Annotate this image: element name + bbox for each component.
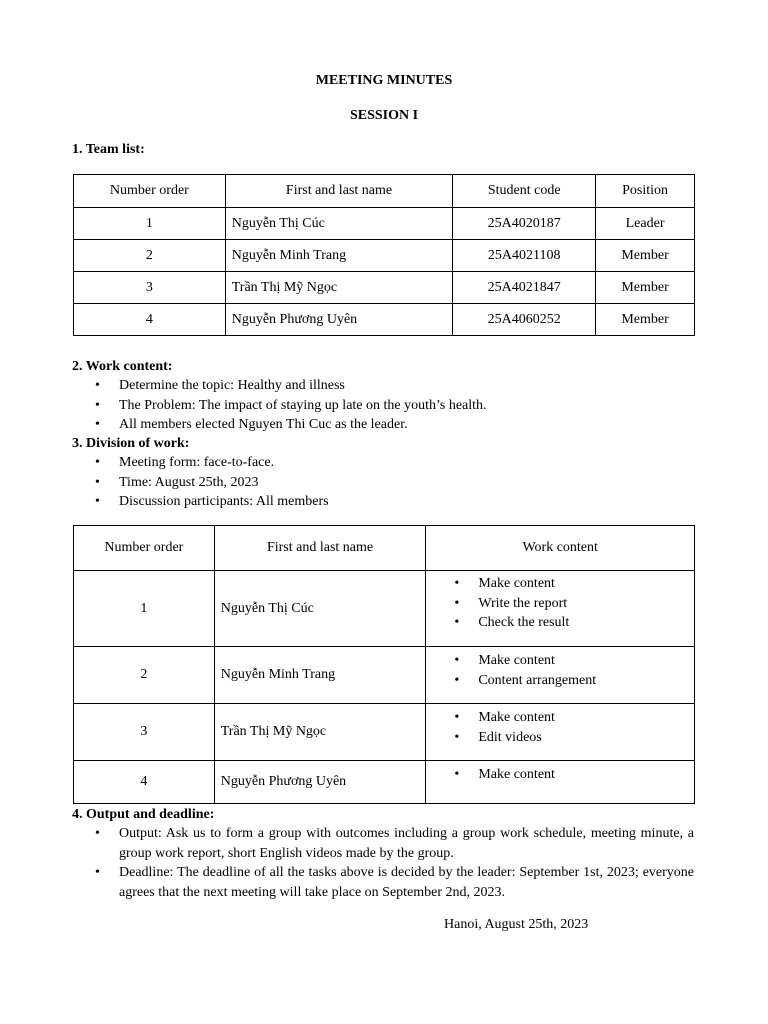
list-item: • Time: August 25th, 2023: [72, 473, 696, 493]
column-header: Number order: [74, 175, 226, 208]
number-cell: 4: [74, 304, 226, 336]
list-item: • Discussion participants: All members: [72, 492, 696, 512]
team-list-heading: 1. Team list:: [72, 142, 145, 157]
table-row: [74, 761, 695, 804]
list-item: • Output: Ask us to form a group with outcomes including a group work schedule, meeting minute, a group work report, short English videos made by the group.: [72, 824, 694, 863]
session-title: SESSION I: [349, 108, 419, 123]
column-header: Position: [596, 175, 695, 208]
column-header: First and last name: [214, 526, 426, 571]
name-cell: Nguyễn Thị Cúc: [214, 571, 426, 647]
division-list: [72, 453, 696, 512]
name-cell: Nguyễn Thị Cúc: [225, 208, 453, 240]
task-item: • Make content: [426, 765, 694, 785]
number-cell: 2: [74, 647, 215, 704]
position-cell: Member: [596, 304, 695, 336]
student-code-cell: 25A4060252: [453, 304, 596, 336]
column-header: Work content: [426, 526, 695, 571]
position-cell: Member: [596, 240, 695, 272]
list-item: • Determine the topic: Healthy and illness: [72, 376, 696, 396]
task-item: • Make content: [426, 651, 694, 671]
signature-line: Hanoi, August 25th, 2023: [444, 917, 589, 932]
table-header-row: [74, 175, 695, 208]
column-header: First and last name: [225, 175, 453, 208]
number-cell: 4: [74, 761, 215, 804]
tasks-cell: [426, 761, 695, 804]
student-code-cell: 25A4021108: [453, 240, 596, 272]
tasks-cell: [426, 704, 695, 761]
document-title: MEETING MINUTES: [315, 73, 453, 88]
number-cell: 3: [74, 704, 215, 761]
list-item: • Deadline: The deadline of all the tasks above is decided by the leader: September 1st, 2023; everyone agrees that the next meeting will take place on September 2nd, 2023.: [72, 863, 694, 902]
name-cell: Trần Thị Mỹ Ngọc: [225, 272, 453, 304]
table-row: [74, 304, 695, 336]
table-header-row: [74, 526, 695, 571]
output-heading: 4. Output and deadline:: [72, 807, 215, 822]
table-row: [74, 272, 695, 304]
division-table: [73, 525, 695, 804]
work-content-list: [72, 376, 696, 435]
position-cell: Leader: [596, 208, 695, 240]
number-cell: 1: [74, 208, 226, 240]
task-item: • Make content: [426, 574, 694, 594]
task-item: • Edit videos: [426, 728, 694, 748]
list-item: • The Problem: The impact of staying up late on the youth’s health.: [72, 396, 696, 416]
table-row: [74, 647, 695, 704]
name-cell: Trần Thị Mỹ Ngọc: [214, 704, 426, 761]
work-content-heading: 2. Work content:: [72, 359, 173, 374]
output-list: [72, 824, 694, 902]
tasks-cell: [426, 647, 695, 704]
list-item: • All members elected Nguyen Thi Cuc as the leader.: [72, 415, 696, 435]
name-cell: Nguyễn Phương Uyên: [214, 761, 426, 804]
task-item: • Check the result: [426, 613, 694, 633]
name-cell: Nguyễn Minh Trang: [214, 647, 426, 704]
number-cell: 3: [74, 272, 226, 304]
student-code-cell: 25A4020187: [453, 208, 596, 240]
task-item: • Make content: [426, 708, 694, 728]
table-row: [74, 704, 695, 761]
position-cell: Member: [596, 272, 695, 304]
name-cell: Nguyễn Minh Trang: [225, 240, 453, 272]
list-item: • Meeting form: face-to-face.: [72, 453, 696, 473]
number-cell: 1: [74, 571, 215, 647]
team-list-table: [73, 174, 695, 336]
table-row: [74, 571, 695, 647]
task-item: • Write the report: [426, 594, 694, 614]
number-cell: 2: [74, 240, 226, 272]
column-header: Number order: [74, 526, 215, 571]
student-code-cell: 25A4021847: [453, 272, 596, 304]
column-header: Student code: [453, 175, 596, 208]
division-heading: 3. Division of work:: [72, 436, 190, 451]
table-row: [74, 208, 695, 240]
table-row: [74, 240, 695, 272]
name-cell: Nguyễn Phương Uyên: [225, 304, 453, 336]
tasks-cell: [426, 571, 695, 647]
task-item: • Content arrangement: [426, 671, 694, 691]
